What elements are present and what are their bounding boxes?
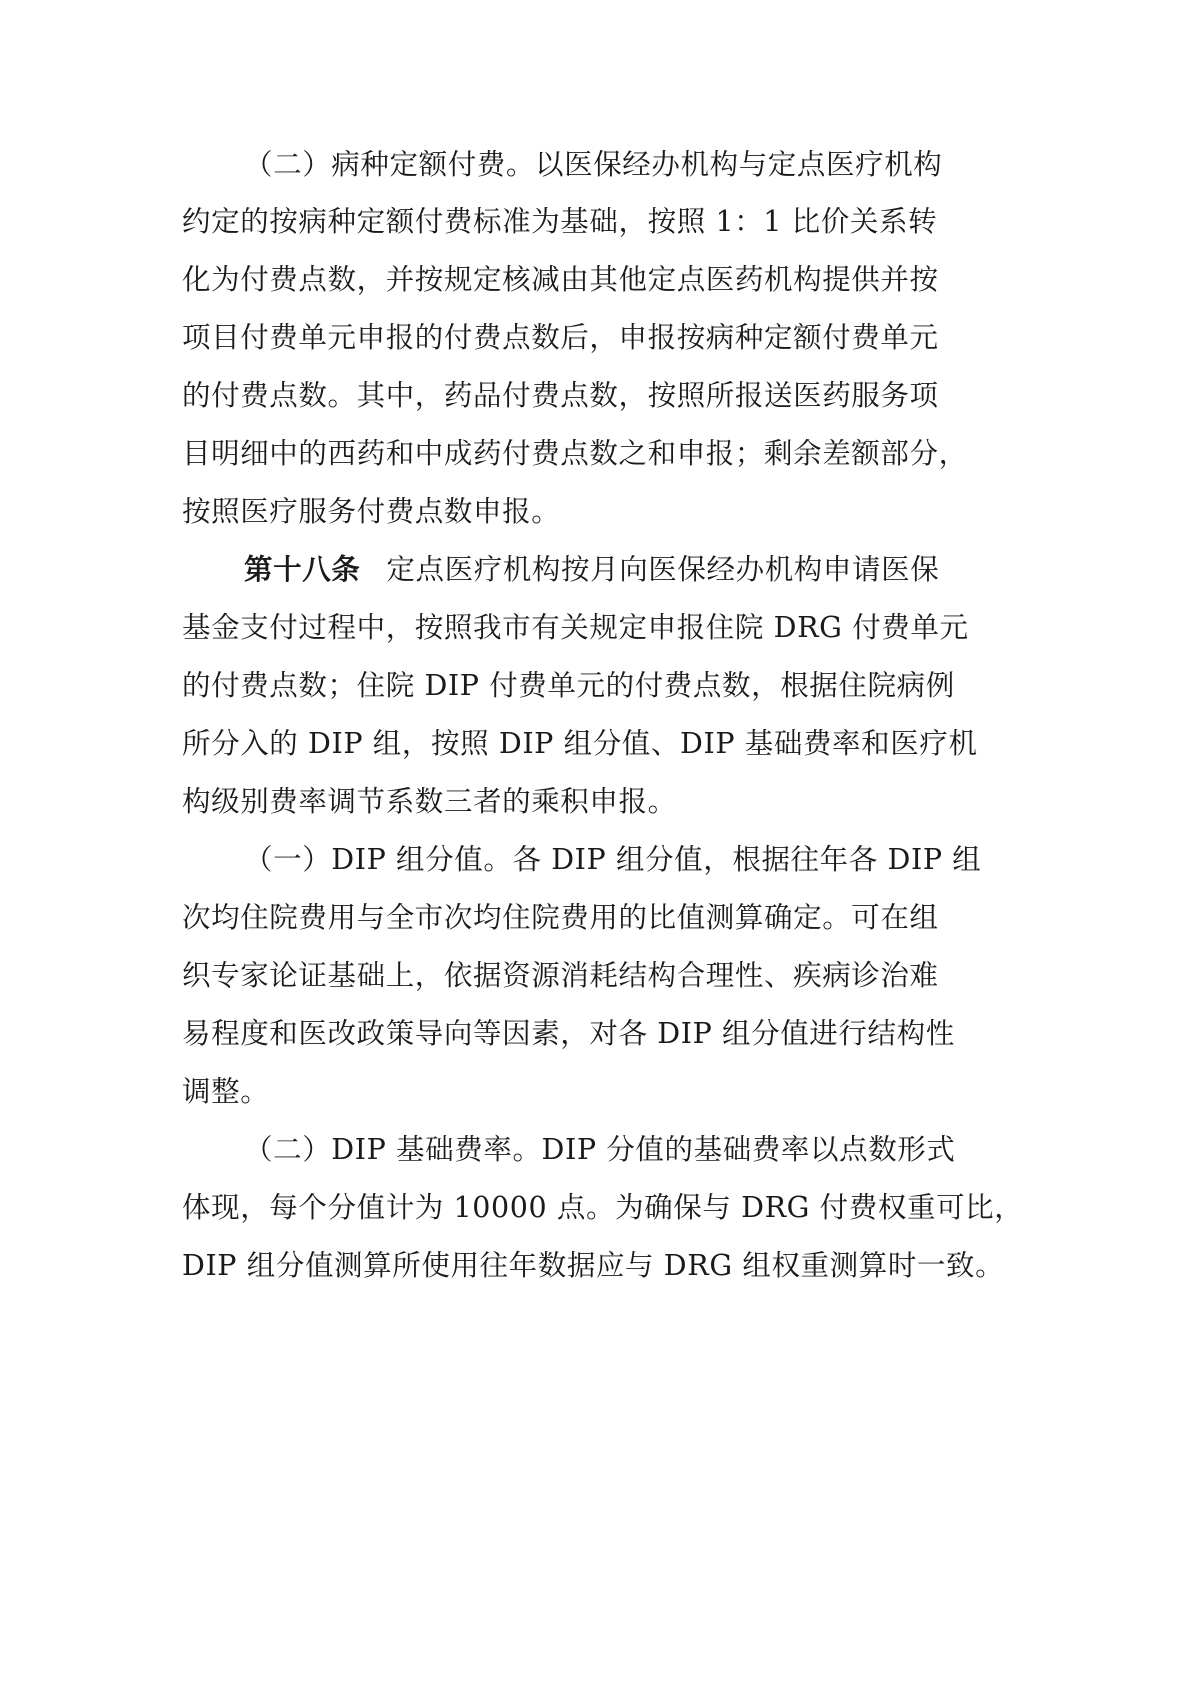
paragraph3-line-5: 调整。: [182, 1075, 270, 1108]
article18-heading: 第十八条: [244, 553, 361, 586]
paragraph1-line-5: 的付费点数。其中，药品付费点数，按照所报送医药服务项: [182, 379, 939, 412]
paragraph1-line-1: （二）病种定额付费。以医保经办机构与定点医疗机构: [244, 148, 943, 181]
paragraph3-line-1: （一）DIP 组分值。各 DIP 组分值，根据往年各 DIP 组: [244, 843, 982, 876]
paragraph1-line-7: 按照医疗服务付费点数申报。: [182, 495, 561, 528]
paragraph3-line-2: 次均住院费用与全市次均住院费用的比值测算确定。可在组: [182, 901, 939, 934]
paragraph3-line-4: 易程度和医改政策导向等因素，对各 DIP 组分值进行结构性: [182, 1017, 955, 1050]
paragraph4-line-1: （二）DIP 基础费率。DIP 分值的基础费率以点数形式: [244, 1133, 956, 1166]
article18-line-2: 基金支付过程中，按照我市有关规定申报住院 DRG 付费单元: [182, 611, 969, 644]
paragraph1-line-3: 化为付费点数，并按规定核减由其他定点医药机构提供并按: [182, 263, 939, 296]
paragraph4-line-3: DIP 组分值测算所使用往年数据应与 DRG 组权重测算时一致。: [182, 1249, 1005, 1282]
article18-line-4: 所分入的 DIP 组，按照 DIP 组分值、DIP 基础费率和医疗机: [182, 727, 978, 760]
paragraph1-line-6: 目明细中的西药和中成药付费点数之和申报；剩余差额部分，: [182, 437, 968, 470]
article18-line-1: [244, 550, 1012, 590]
paragraph4-line-2: 体现，每个分值计为 10000 点。为确保与 DRG 付费权重可比，: [182, 1191, 1024, 1224]
paragraph3-line-3: 织专家论证基础上，依据资源消耗结构合理性、疾病诊治难: [182, 959, 939, 992]
article18-line-3: 的付费点数；住院 DIP 付费单元的付费点数，根据住院病例: [182, 669, 955, 702]
article18-first-line: 定点医疗机构按月向医保经办机构申请医保: [386, 553, 940, 586]
paragraph1-line-4: 项目付费单元申报的付费点数后，申报按病种定额付费单元: [182, 321, 939, 354]
article18-line-5: 构级别费率调节系数三者的乘积申报。: [182, 785, 677, 818]
paragraph1-line-2: 约定的按病种定额付费标准为基础，按照 1：1 比价关系转: [182, 205, 938, 238]
